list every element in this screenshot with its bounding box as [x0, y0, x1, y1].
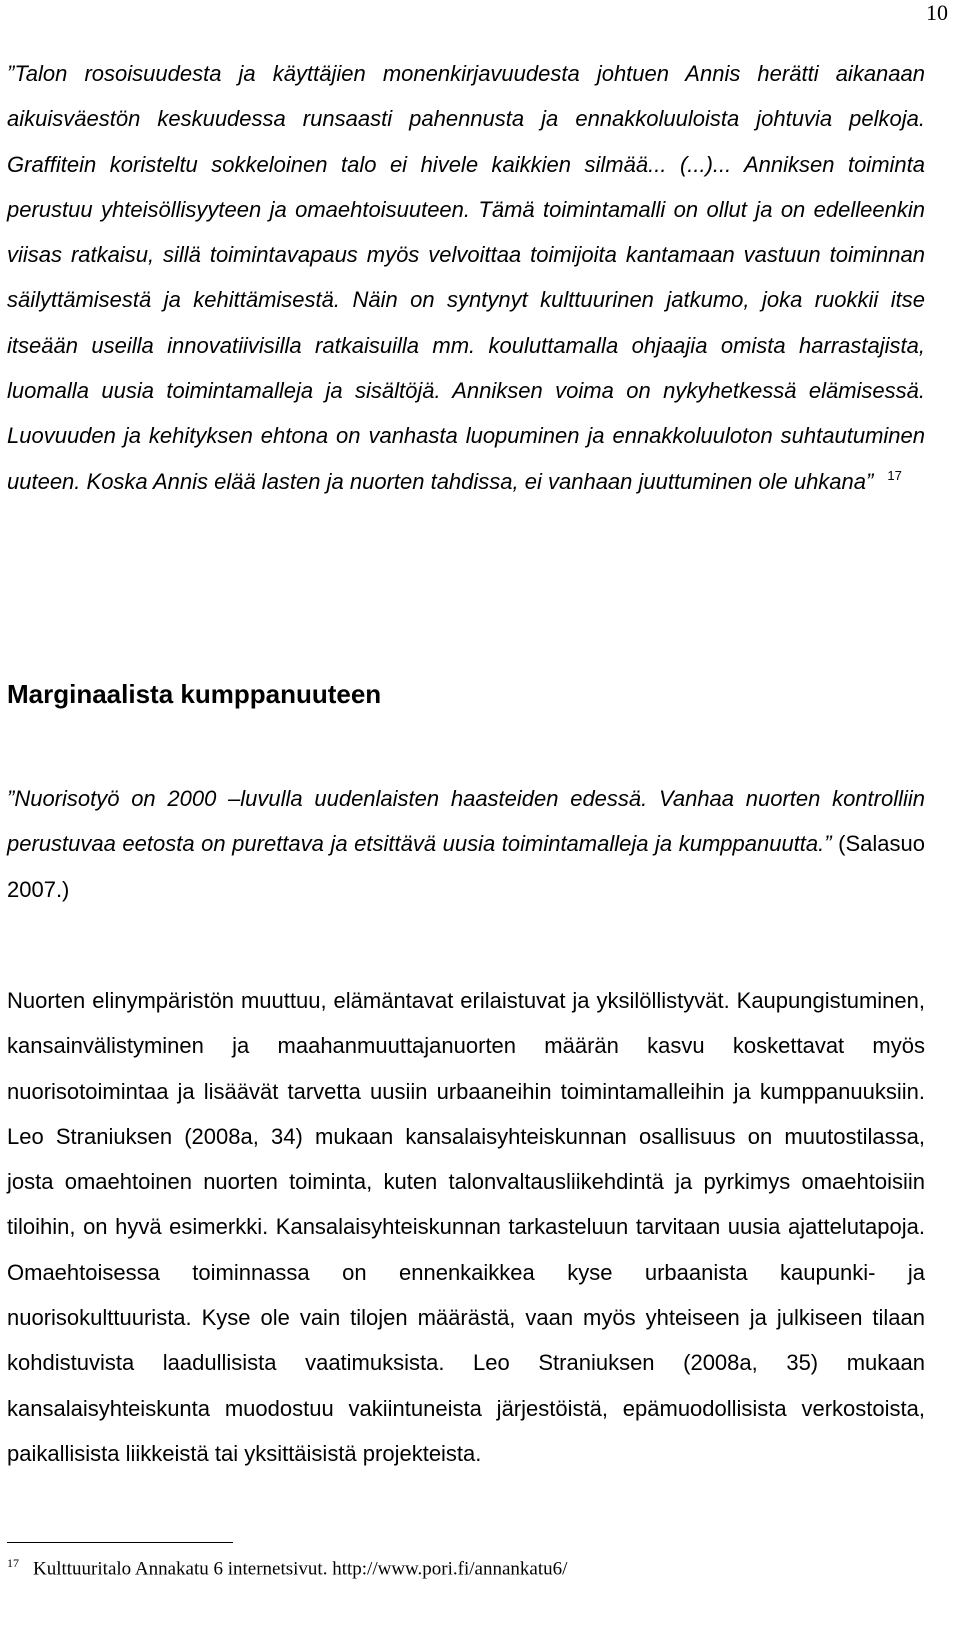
- quote-annis-text: ”Talon rosoisuudesta ja käyttäjien monenkirjavuudesta johtuen Annis herätti aikanaan aikuisväestön keskuudessa runsaasti pahennusta ja ennakkoluuloista johtuvia pelkoja. Graffitein koristeltu sokkeloinen talo ei hivele kaikkien silmää... (...)... Anniksen toiminta perustuu yhteisöllisyyteen ja omaehtoisuuteen. Tämä toimintamalli on ollut ja on edelleenkin viisas ratkaisu, sillä toimintavapaus myös velvoittaa toimijoita kantamaan vastuun toiminnan säilyttämisestä ja kehittämisestä. Näin on syntynyt kulttuurinen jatkumo, joka ruokkii itse itseään useilla innovatiivisilla ratkaisuilla mm. kouluttamalla ohjaajia omista harrastajista, luomalla uusia toimintamalleja ja sisältöjä. Anniksen voima on nykyhetkessä elämisessä. Luovuuden ja kehityksen ehtona on vanhasta luopuminen ja ennakkoluuloton suhtautuminen uuteen. Koska Annis elää lasten ja nuorten tahdissa, ei vanhaan juuttuminen ole uhkana”: [7, 61, 925, 494]
- footnote-divider: [7, 1542, 233, 1543]
- quote-annis: [7, 51, 925, 504]
- footnote: [7, 1550, 567, 1582]
- quote-salasuo: [7, 776, 925, 912]
- footnote-number: 17: [7, 1556, 19, 1570]
- quote-salasuo-citation: (Salasuo 2007.): [7, 831, 925, 902]
- footnote-reference: 17: [887, 468, 902, 484]
- footnote-text: Kulttuuritalo Annakatu 6 internetsivut. http://www.pori.fi/annankatu6/: [33, 1558, 568, 1580]
- body-paragraph: Nuorten elinympäristön muuttuu, elämäntavat erilaistuvat ja yksilöllistyvät. Kaupungistuminen, kansainvälistyminen ja maahanmuuttajanuorten määrän kasvu koskettavat myös nuorisotoimintaa ja lisäävät tarvetta uusiin urbaaneihin toimintamalleihin ja kumppanuuksiin. Leo Straniuksen (2008a, 34) mukaan kansalaisyhteiskunnan osallisuus on muutostilassa, josta omaehtoinen nuorten toiminta, kuten talonvaltausliikehdintä ja pyrkimys omaehtoisiin tiloihin, on hyvä esimerkki. Kansalaisyhteiskunnan tarkasteluun tarvitaan uusia ajattelutapoja. Omaehtoisessa toiminnassa on ennenkaikkea kyse urbaanista kaupunki- ja nuorisokulttuurista. Kyse ole vain tilojen määrästä, vaan myös yhteiseen ja julkiseen tilaan kohdistuvista laadullisista vaatimuksista. Leo Straniuksen (2008a, 35) mukaan kansalaisyhteiskunta muodostuu vakiintuneista järjestöistä, epämuodollisista verkostoista, paikallisista liikkeistä tai yksittäisistä projekteista.: [7, 988, 925, 1466]
- section-heading: Marginaalista kumppanuuteen: [7, 679, 382, 709]
- quote-salasuo-text: ”Nuorisotyö on 2000 –luvulla uudenlaisten haasteiden edessä. Vanhaa nuorten kontrolliin perustuvaa eetosta on purettava ja etsittävä uusia toimintamalleja ja kumppanuutta.”: [7, 786, 925, 857]
- page-number: 10: [926, 0, 948, 25]
